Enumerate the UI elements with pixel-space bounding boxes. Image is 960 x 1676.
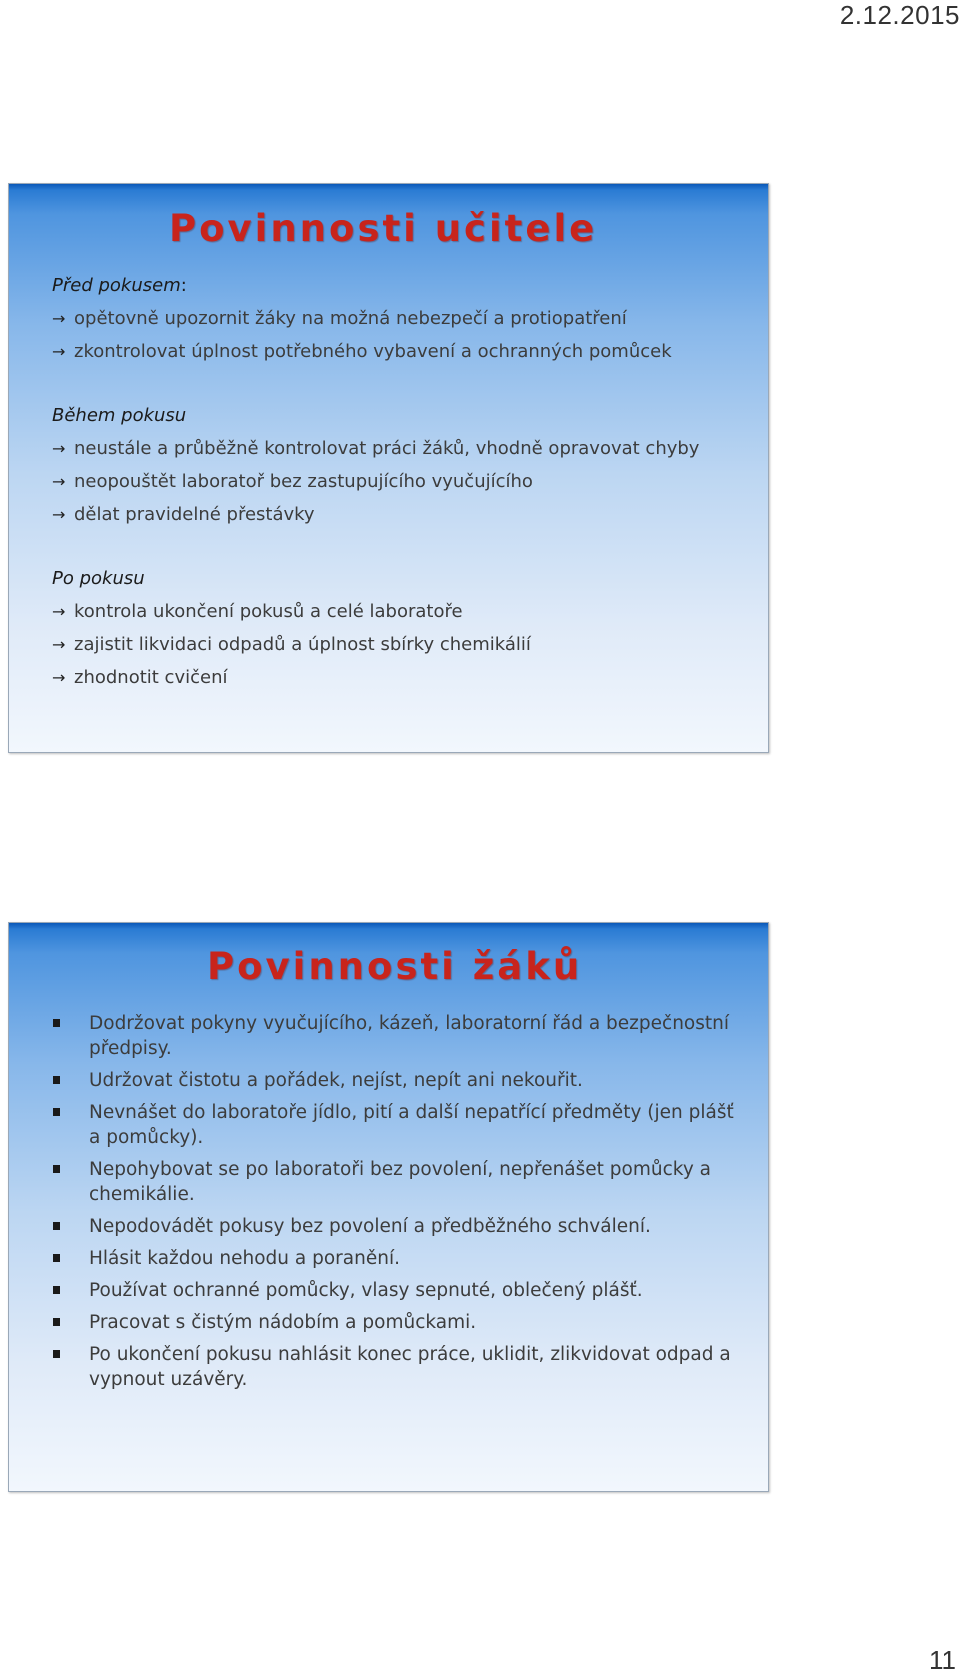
square-bullet-icon [53,1019,60,1027]
section-heading-before: Před pokusem: [52,275,187,296]
slide-content [52,269,758,694]
section-heading-after: Po pokusu [52,568,145,589]
arrow-list-item: → neopouštět laboratoř bez zastupujícího vyučujícího [52,465,758,498]
arrow-icon: → [52,602,66,621]
slide-student-duties [8,922,769,1492]
list-item: Dodržovat pokyny vyučujícího, kázeň, laboratorní řád a bezpečnostní předpisy. [49,1011,748,1061]
arrow-list-item: → kontrola ukončení pokusů a celé laboratoře [52,595,758,628]
arrow-list-item: → dělat pravidelné přestávky [52,498,758,531]
arrow-icon: → [52,472,66,491]
list-item: Pracovat s čistým nádobím a pomůckami. [49,1310,748,1335]
list-item: Nepohybovat se po laboratoři bez povolení, nepřenášet pomůcky a chemikálie. [49,1157,748,1207]
square-bullet-icon [53,1254,60,1262]
slide-title: Povinnosti učitele [169,207,598,250]
square-bullet-icon [53,1108,60,1116]
arrow-list-item: → neustále a průběžně kontrolovat práci žáků, vhodně opravovat chyby [52,432,758,465]
slide-content [49,1011,748,1399]
arrow-icon: → [52,309,66,328]
arrow-icon: → [52,635,66,654]
arrow-icon: → [52,342,66,361]
square-bullet-icon [53,1318,60,1326]
section-heading-during: Během pokusu [52,405,187,426]
arrow-list-item: → opětovně upozornit žáky na možná nebezpečí a protiopatření [52,302,758,335]
square-bullet-icon [53,1076,60,1084]
list-item: Hlásit každou nehodu a poranění. [49,1246,748,1271]
list-item: Nevnášet do laboratoře jídlo, pití a další nepatřící předměty (jen plášť a pomůcky). [49,1100,748,1150]
square-bullet-icon [53,1222,60,1230]
page-date: 2.12.2015 [839,0,960,30]
square-bullet-icon [53,1350,60,1358]
slide-title: Povinnosti žáků [207,945,583,988]
arrow-list-item: → zkontrolovat úplnost potřebného vybavení a ochranných pomůcek [52,335,758,368]
bullet-list [49,1011,748,1392]
square-bullet-icon [53,1286,60,1294]
list-item: Používat ochranné pomůcky, vlasy sepnuté, oblečený plášť. [49,1278,748,1303]
arrow-icon: → [52,505,66,524]
arrow-icon: → [52,668,66,687]
page-number: 11 [929,1645,956,1675]
arrow-list-item: → zajistit likvidaci odpadů a úplnost sbírky chemikálií [52,628,758,661]
list-item: Nepodovádět pokusy bez povolení a předběžného schválení. [49,1214,748,1239]
arrow-icon: → [52,439,66,458]
slide-teacher-duties [8,183,769,753]
square-bullet-icon [53,1165,60,1173]
list-item: Udržovat čistotu a pořádek, nejíst, nepít ani nekouřit. [49,1068,748,1093]
list-item: Po ukončení pokusu nahlásit konec práce, uklidit, zlikvidovat odpad a vypnout uzávěry. [49,1342,748,1392]
arrow-list-item: → zhodnotit cvičení [52,661,758,694]
